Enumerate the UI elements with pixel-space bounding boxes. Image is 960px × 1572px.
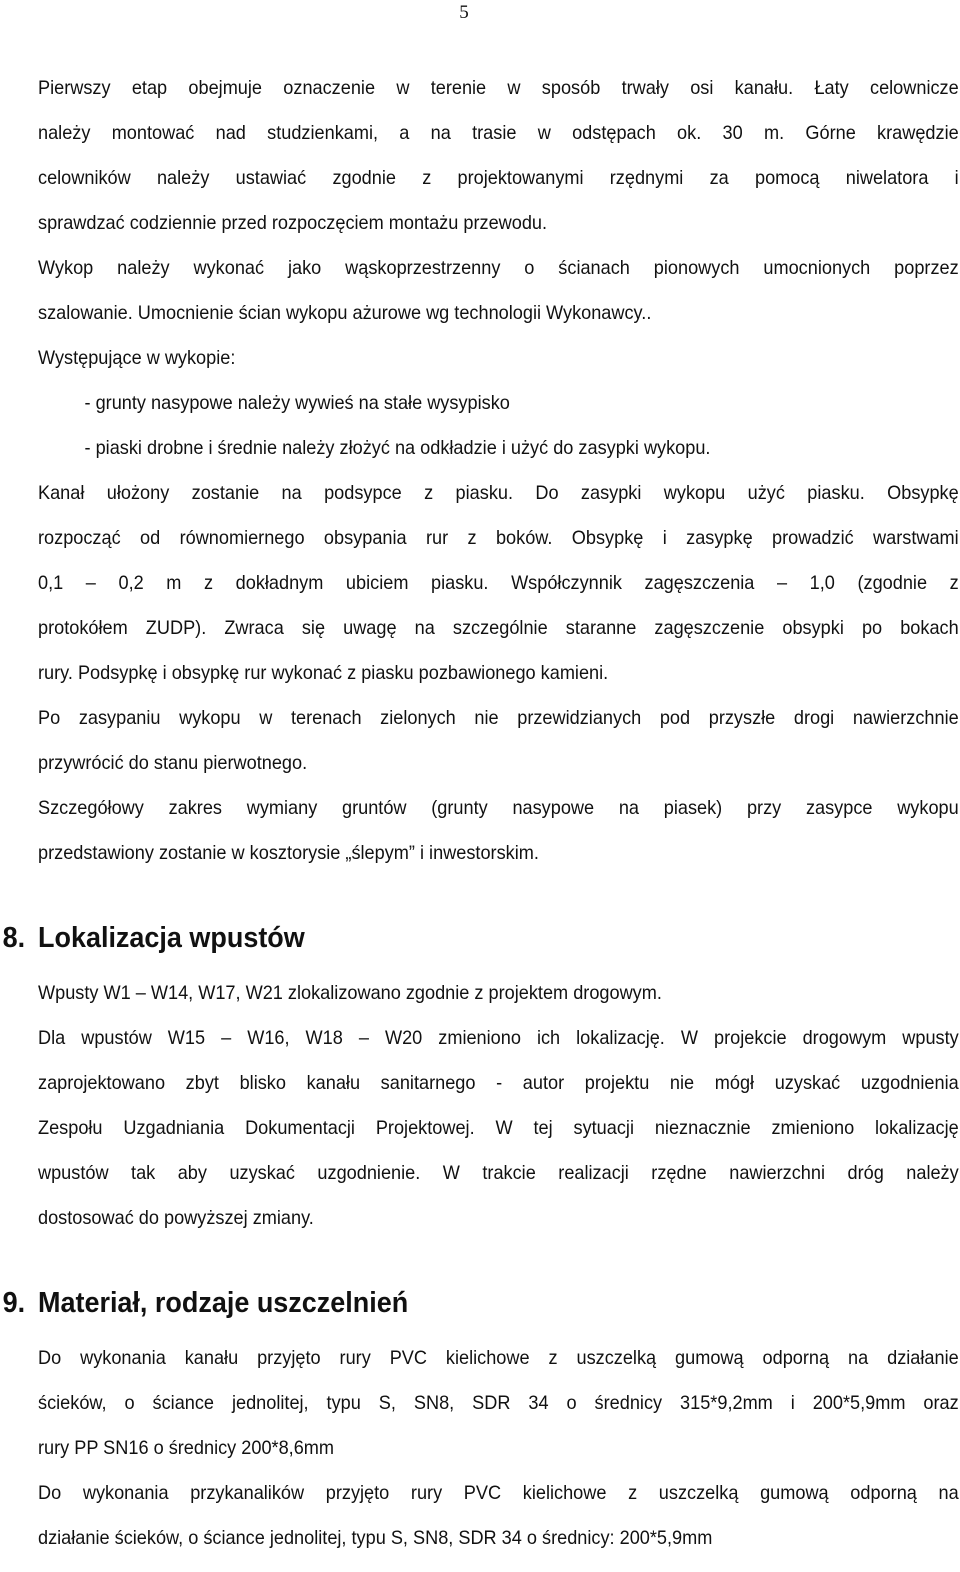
text-line: Występujące w wykopie:: [38, 347, 236, 369]
list-item: - grunty nasypowe należy wywieś na stałe wysypisko: [84, 392, 510, 414]
paragraph: [38, 1336, 959, 1471]
text-line: rury. Podsypkę i obsypkę rur wykonać z piasku pozbawionego kamieni.: [38, 662, 609, 684]
text-line: Kanał ułożony zostanie na podsypce z piasku. Do zasypki wykopu użyć piasku. Obsypkę: [38, 482, 959, 504]
section-number: 8.: [2, 922, 26, 954]
text-line: protokółem ZUDP). Zwraca się uwagę na szczególnie staranne zagęszczenie obsypki po bokach: [38, 617, 959, 639]
paragraph: [38, 66, 959, 246]
text-line: Do wykonania przykanalików przyjęto rury PVC kielichowe z uszczelką gumową odporną na: [38, 1482, 959, 1504]
text-line: Szczegółowy zakres wymiany gruntów (grunty nasypowe na piasek) przy zasypce wykopu: [38, 797, 959, 819]
text-line: należy montować nad studzienkami, a na trasie w odstępach ok. 30 m. Górne krawędzie: [38, 122, 959, 144]
list-item: - piaski drobne i średnie należy złożyć na odkładzie i użyć do zasypki wykopu.: [84, 437, 711, 459]
section-number: 9.: [2, 1287, 26, 1319]
text-line: Wpusty W1 – W14, W17, W21 zlokalizowano zgodnie z projektem drogowym.: [38, 982, 662, 1004]
text-line: 0,1 – 0,2 m z dokładnym ubiciem piasku. Współczynnik zagęszczenia – 1,0 (zgodnie z: [38, 572, 959, 594]
paragraph: [38, 1016, 959, 1241]
text-line: rozpocząć od równomiernego obsypania rur z boków. Obsypkę i zasypkę prowadzić warstwami: [38, 527, 959, 549]
paragraph: [38, 971, 959, 1016]
section-title: Lokalizacja wpustów: [38, 922, 305, 954]
text-line: celowników należy ustawiać zgodnie z projektowanymi rzędnymi za pomocą niwelatora i: [38, 167, 959, 189]
text-line: sprawdzać codziennie przed rozpoczęciem montażu przewodu.: [38, 212, 548, 234]
document-body: [2, 66, 959, 1561]
text-line: rury PP SN16 o średnicy 200*8,6mm: [38, 1437, 335, 1459]
section-heading-8: [3, 916, 959, 961]
paragraph: [38, 1471, 959, 1561]
text-line: zaprojektowano zbyt blisko kanału sanitarnego - autor projektu nie mógł uzyskać uzgodnienia: [38, 1072, 959, 1094]
section-title: Materiał, rodzaje uszczelnień: [38, 1287, 409, 1319]
text-line: Po zasypaniu wykopu w terenach zielonych nie przewidzianych pod przyszłe drogi nawierzchnie: [38, 707, 959, 729]
text-line: ścieków, o ściance jednolitej, typu S, SN8, SDR 34 o średnicy 315*9,2mm i 200*5,9mm oraz: [38, 1392, 959, 1414]
page-number: 5: [459, 2, 469, 23]
text-line: działanie ścieków, o ściance jednolitej, typu S, SN8, SDR 34 o średnicy: 200*5,9mm: [38, 1527, 713, 1549]
text-line: Dla wpustów W15 – W16, W18 – W20 zmieniono ich lokalizację. W projekcie drogowym wpusty: [38, 1027, 959, 1049]
text-line: Pierwszy etap obejmuje oznaczenie w terenie w sposób trwały osi kanału. Łaty celownicze: [38, 77, 959, 99]
text-line: Wykop należy wykonać jako wąskoprzestrzenny o ścianach pionowych umocnionych poprzez: [38, 257, 959, 279]
text-line: szalowanie. Umocnienie ścian wykopu ażurowe wg technologii Wykonawcy..: [38, 302, 652, 324]
text-line: przywrócić do stanu pierwotnego.: [38, 752, 308, 774]
text-line: Do wykonania kanału przyjęto rury PVC kielichowe z uszczelką gumową odporną na działanie: [38, 1347, 959, 1369]
text-line: przedstawiony zostanie w kosztorysie „ślepym” i inwestorskim.: [38, 842, 539, 864]
paragraph: [38, 246, 959, 381]
paragraph: [38, 786, 959, 876]
text-line: Zespołu Uzgadniania Dokumentacji Projektowej. W tej sytuacji nieznacznie zmieniono lokalizację: [38, 1117, 959, 1139]
paragraph: [38, 471, 959, 696]
section-heading-9: [3, 1281, 959, 1326]
bullet-list: [38, 381, 959, 471]
text-line: wpustów tak aby uzyskać uzgodnienie. W trakcie realizacji rzędne nawierzchni dróg należy: [38, 1162, 959, 1184]
paragraph: [38, 696, 959, 786]
text-line: dostosować do powyższej zmiany.: [38, 1207, 314, 1229]
